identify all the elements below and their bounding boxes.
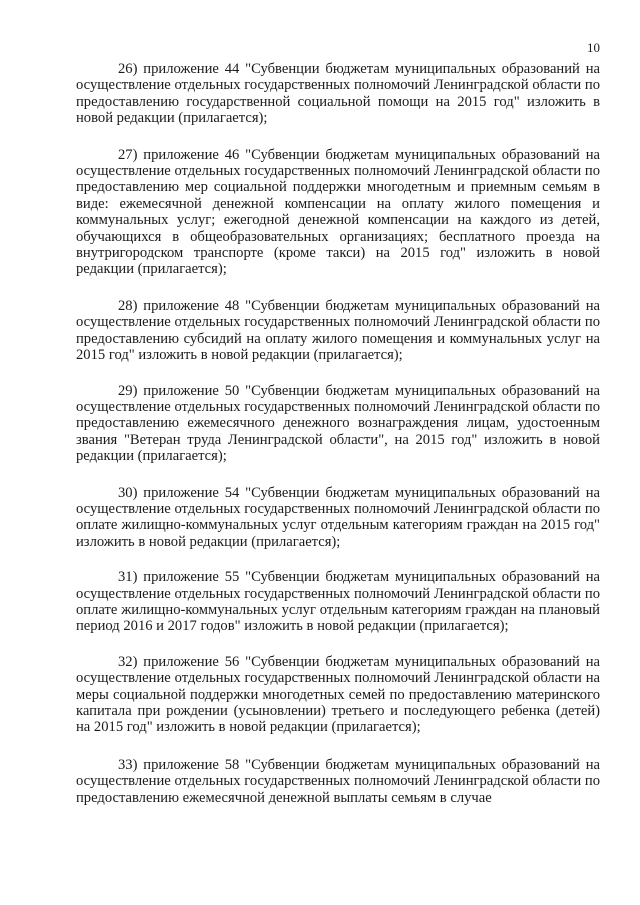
paragraph-item-27: 27) приложение 46 "Субвенции бюджетам муниципальных образований на осуществление отдельных государственных полномочий Ленинградской области по предоставлению мер социальной поддержки многодетным и приемным семьям в виде: ежемесячной денежной компенсации на оплату жилого помещения и коммунальных услуг; ежегодной денежной компенсации на каждого из детей, обучающихся в общеобразовательных организациях; бесплатного проезда на внутригородском транспорте (кроме такси) на 2015 год" изложить в новой редакции (прилагается); (76, 146, 600, 278)
document-body (76, 61, 600, 806)
paragraph-item-26: 26) приложение 44 "Субвенции бюджетам муниципальных образований на осуществление отдельных государственных полномочий Ленинградской области по предоставлению государственной социальной помощи на 2015 год" изложить в новой редакции (прилагается); (76, 61, 600, 127)
paragraph-item-32: 32) приложение 56 "Субвенции бюджетам муниципальных образований на осуществление отдельных государственных полномочий Ленинградской области на меры социальной поддержки многодетных семей по предоставлению материнского капитала при рождении (усыновлении) третьего и последующего ребенка (детей) на 2015 год" изложить в новой редакции (прилагается); (76, 653, 600, 736)
paragraph-item-33: 33) приложение 58 "Субвенции бюджетам муниципальных образований на осуществление отдельных государственных полномочий Ленинградской области по предоставлению ежемесячной денежной выплаты семьям в случае (76, 756, 600, 806)
paragraph-item-29: 29) приложение 50 "Субвенции бюджетам муниципальных образований на осуществление отдельных государственных полномочий Ленинградской области по предоставлению ежемесячного денежного вознаграждения лицам, удостоенным звания "Ветеран труда Ленинградской области", на 2015 год" изложить в новой редакции (прилагается); (76, 382, 600, 465)
paragraph-item-31: 31) приложение 55 "Субвенции бюджетам муниципальных образований на осуществление отдельных государственных полномочий Ленинградской области по оплате жилищно-коммунальных услуг отдельным категориям граждан на плановый период 2016 и 2017 годов" изложить в новой редакции (прилагается); (76, 569, 600, 635)
paragraph-item-30: 30) приложение 54 "Субвенции бюджетам муниципальных образований на осуществление отдельных государственных полномочий Ленинградской области по оплате жилищно-коммунальных услуг отдельным категориям граждан на 2015 год" изложить в новой редакции (прилагается); (76, 484, 600, 550)
paragraph-item-28: 28) приложение 48 "Субвенции бюджетам муниципальных образований на осуществление отдельных государственных полномочий Ленинградской области по предоставлению субсидий на оплату жилого помещения и коммунальных услуг на 2015 год" изложить в новой редакции (прилагается); (76, 297, 600, 364)
page-number: 10 (587, 40, 600, 55)
